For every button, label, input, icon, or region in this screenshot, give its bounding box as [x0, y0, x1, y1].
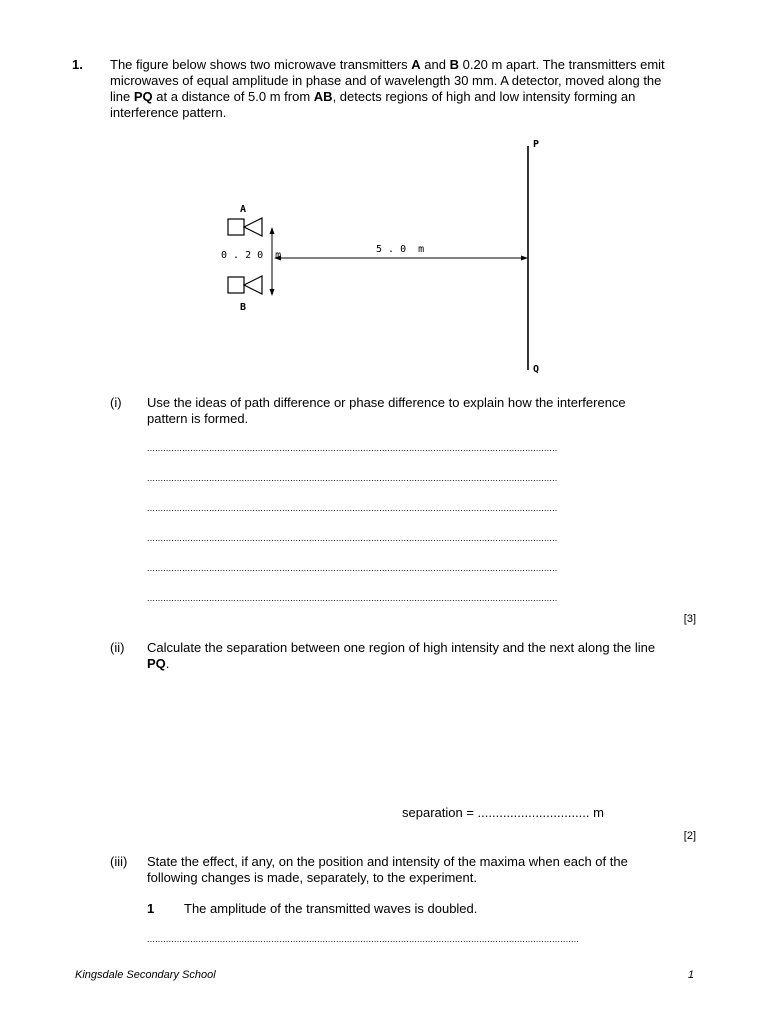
answer-line-2[interactable]: ........................................................................................................................................................	[147, 473, 558, 483]
answer-line-iii-1[interactable]: ................................................................................................................................................................	[147, 934, 580, 944]
part-i-label: (i)	[110, 395, 122, 410]
answer-line-3[interactable]: ........................................................................................................................................................	[147, 503, 558, 513]
sub-item-1-text: The amplitude of the transmitted waves is doubled.	[184, 901, 478, 916]
distance-label: 5 . 0 m	[376, 244, 425, 255]
part-ii-text-b: .	[165, 656, 170, 671]
separation-label: 0 . 2 0 m	[221, 250, 282, 261]
part-i-marks: [3]	[683, 613, 696, 625]
transmitter-b	[228, 276, 262, 294]
part-ii-text-pq: PQ	[147, 656, 166, 671]
intro-label-pq: PQ	[133, 89, 153, 104]
separation-answer-blank[interactable]: ...............................	[477, 805, 590, 820]
distance-arrow	[274, 256, 528, 261]
answer-line-6[interactable]: ........................................................................................................................................................	[147, 593, 558, 603]
part-ii-marks: [2]	[683, 830, 696, 842]
part-i-text: Use the ideas of path difference or phase difference to explain how the interference pattern is formed.	[147, 395, 626, 426]
label-q: Q	[533, 364, 540, 375]
separation-arrow	[270, 227, 275, 296]
intro-text-1: The figure below shows two microwave transmitters	[110, 57, 412, 72]
intro-text-4: at a distance of 5.0 m from	[152, 89, 314, 104]
separation-answer-label: separation =	[402, 805, 478, 820]
separation-answer	[402, 805, 604, 821]
part-ii-text	[147, 640, 667, 672]
intro-text-5: , detects regions of high and low intensity forming an interference pattern.	[110, 89, 636, 120]
sub-item-1-number: 1	[147, 901, 155, 916]
part-ii-text-a: Calculate the separation between one region of high intensity and the next along the line	[147, 640, 656, 655]
part-iii-text: State the effect, if any, on the position and intensity of the maxima when each of the following changes is made, separately, to the experiment.	[147, 854, 628, 885]
part-iii-label: (iii)	[110, 854, 128, 869]
transmitter-a	[228, 218, 262, 236]
label-a: A	[240, 204, 247, 215]
answer-line-1[interactable]: ........................................................................................................................................................	[147, 443, 558, 453]
intro-label-ab: AB	[313, 89, 333, 104]
label-b: B	[240, 302, 247, 313]
answer-line-5[interactable]: ........................................................................................................................................................	[147, 563, 558, 573]
intro-text-2: and	[420, 57, 450, 72]
separation-answer-unit: m	[589, 805, 604, 820]
footer-page-number: 1	[687, 969, 694, 981]
interference-figure	[0, 0, 768, 400]
question-number: 1.	[72, 57, 83, 72]
label-p: P	[533, 139, 540, 150]
intro-label-b: B	[449, 57, 459, 72]
footer-school: Kingsdale Secondary School	[75, 969, 216, 981]
intro-label-a: A	[411, 57, 421, 72]
part-ii-label: (ii)	[110, 640, 125, 655]
answer-line-4[interactable]: ........................................................................................................................................................	[147, 533, 558, 543]
intro-text-3: 0.20 m apart. The transmitters emit microwaves of equal amplitude in phase and of wavelength 30 mm. A detector, moved along the line	[110, 57, 665, 104]
